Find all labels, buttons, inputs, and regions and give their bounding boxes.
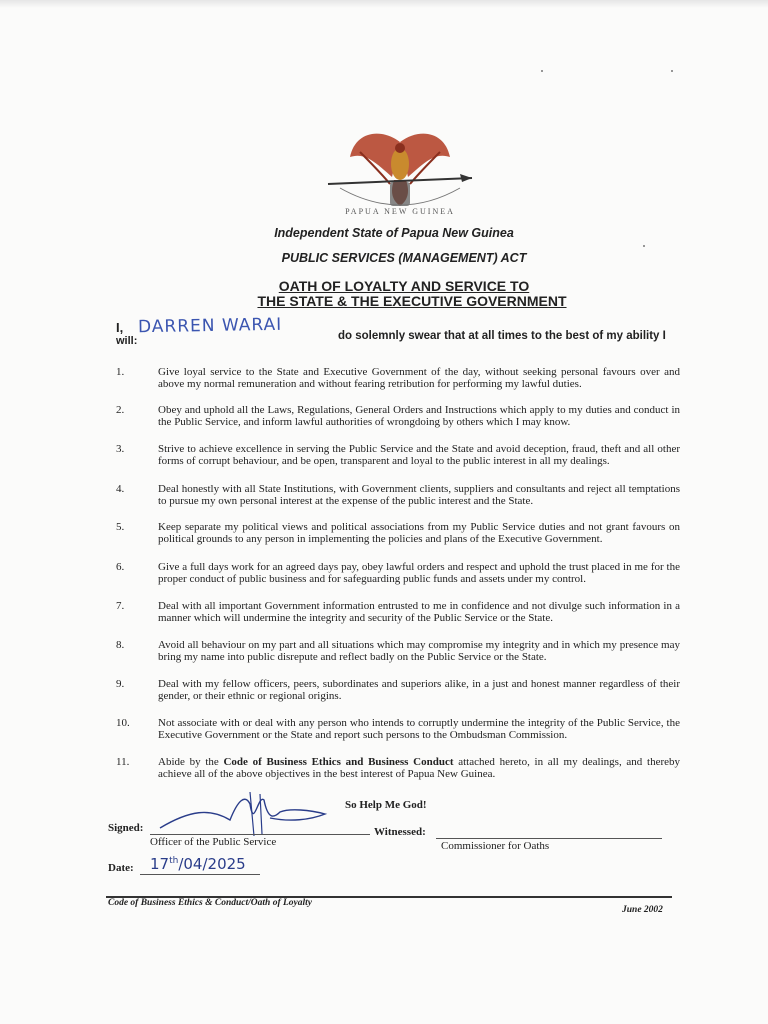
clause-text: Avoid all behaviour on my part and all situations which may compromise my integrity and in which my presence may bring my name into public disrepute and reflect badly on the Public Service or the State.: [158, 639, 680, 663]
clause-text: Deal with all important Government information entrusted to me in confidence and not divulge such information in a manner which will undermine the integrity and security of the Public Service or the State.: [158, 600, 680, 624]
date-separator: /: [202, 855, 208, 873]
clause-number: 2.: [116, 404, 125, 416]
state-name: Independent State of Papua New Guinea: [274, 226, 514, 240]
intro-pronoun: I,: [116, 320, 124, 335]
scan-speck: [671, 70, 673, 72]
clause-text: [158, 756, 680, 780]
date-line: [140, 874, 260, 875]
emblem-text: PAPUA NEW GUINEA: [345, 207, 455, 216]
clause-text-before: Abide by the: [158, 756, 224, 768]
clause-text: Strive to achieve excellence in serving the Public Service and the State and avoid deception, fraud, theft and all other forms of corrupt behaviour, and be open, transparent and loyal to the public interest in all my dealings.: [158, 443, 680, 467]
scan-speck: [541, 70, 543, 72]
scan-speck: [643, 245, 645, 247]
clause-text: Keep separate my political views and political associations from my Public Service duties and not grant favours on political grounds to any person in implementing the policies and plans of the Executive Government.: [158, 521, 680, 545]
date-day-suffix: th: [169, 856, 179, 866]
clause-number: 4.: [116, 483, 125, 495]
oath-title-line2: THE STATE & THE EXECUTIVE GOVERNMENT: [257, 293, 567, 309]
act-name: PUBLIC SERVICES (MANAGEMENT) ACT: [281, 251, 527, 265]
date-separator: /: [178, 855, 184, 873]
handwritten-name: DARREN WARAI: [137, 314, 283, 338]
closing-phrase: So Help Me God!: [345, 799, 427, 811]
clause-text-after: attached hereto, in all my dealings, and thereby achieve all of the above objectives in the best interest of Papua New Guinea.: [158, 756, 680, 780]
clause-text: Give a full days work for an agreed days pay, obey lawful orders and respect and uphold the trust placed in me for the proper conduct of public business and for safeguarding public funds and assets under my control.: [158, 561, 680, 585]
commissioner-caption: Commissioner for Oaths: [441, 840, 550, 852]
clause-text: Not associate with or deal with any person who intends to corruptly undermine the integrity of the Public Service, the Executive Government or the State and report such persons to the Ombudsman Commission.: [158, 717, 680, 741]
witnessed-line: [436, 838, 662, 839]
oath-intro-text: do solemnly swear that at all times to the best of my ability I: [338, 330, 666, 342]
clause-number: 7.: [116, 600, 125, 612]
clause-text: Give loyal service to the State and Executive Government of the day, without seeking personal favours over and above my normal remuneration and without fearing retribution for performing my lawful duties.: [158, 366, 680, 390]
clause-text: Deal with my fellow officers, peers, subordinates and superiors alike, in a just and honest manner regardless of their gender, or their ethnic or regional origins.: [158, 678, 680, 702]
handwritten-date: [150, 855, 246, 873]
scan-edge: [0, 0, 768, 8]
clause-number: 3.: [116, 443, 125, 455]
clause-text: Deal honestly with all State Institutions, with Government clients, suppliers and consultants and reject all temptations to pursue my own personal interest at the expense of the public interest and the State.: [158, 483, 680, 507]
date-month: 04: [183, 855, 203, 873]
clause-number: 6.: [116, 561, 125, 573]
intro-will: will:: [116, 335, 138, 347]
officer-caption: Officer of the Public Service: [150, 836, 277, 848]
date-day: 17: [150, 855, 170, 873]
signed-line: [150, 834, 370, 835]
clause-number: 1.: [116, 366, 125, 378]
date-label: Date:: [108, 862, 134, 874]
witnessed-label: Witnessed:: [374, 826, 426, 838]
clause-number: 11.: [116, 756, 130, 768]
signed-label: Signed:: [108, 822, 144, 834]
oath-title-line1: OATH OF LOYALTY AND SERVICE TO: [278, 278, 530, 294]
clause-number: 8.: [116, 639, 125, 651]
code-reference: Code of Business Ethics and Business Conduct: [223, 756, 454, 768]
date-year: 2025: [207, 855, 246, 873]
officer-signature: [150, 790, 350, 838]
footer-date: June 2002: [622, 905, 663, 915]
clause-text: Obey and uphold all the Laws, Regulations, General Orders and Instructions which apply to my duties and conduct in the Public Service, and inform lawful authorities of wrongdoing by others which I may know.: [158, 404, 680, 428]
clause-number: 10.: [116, 717, 130, 729]
clause-number: 9.: [116, 678, 125, 690]
png-national-emblem: [320, 122, 480, 227]
clause-number: 5.: [116, 521, 125, 533]
footer-document-name: Code of Business Ethics & Conduct/Oath of Loyalty: [108, 898, 313, 908]
